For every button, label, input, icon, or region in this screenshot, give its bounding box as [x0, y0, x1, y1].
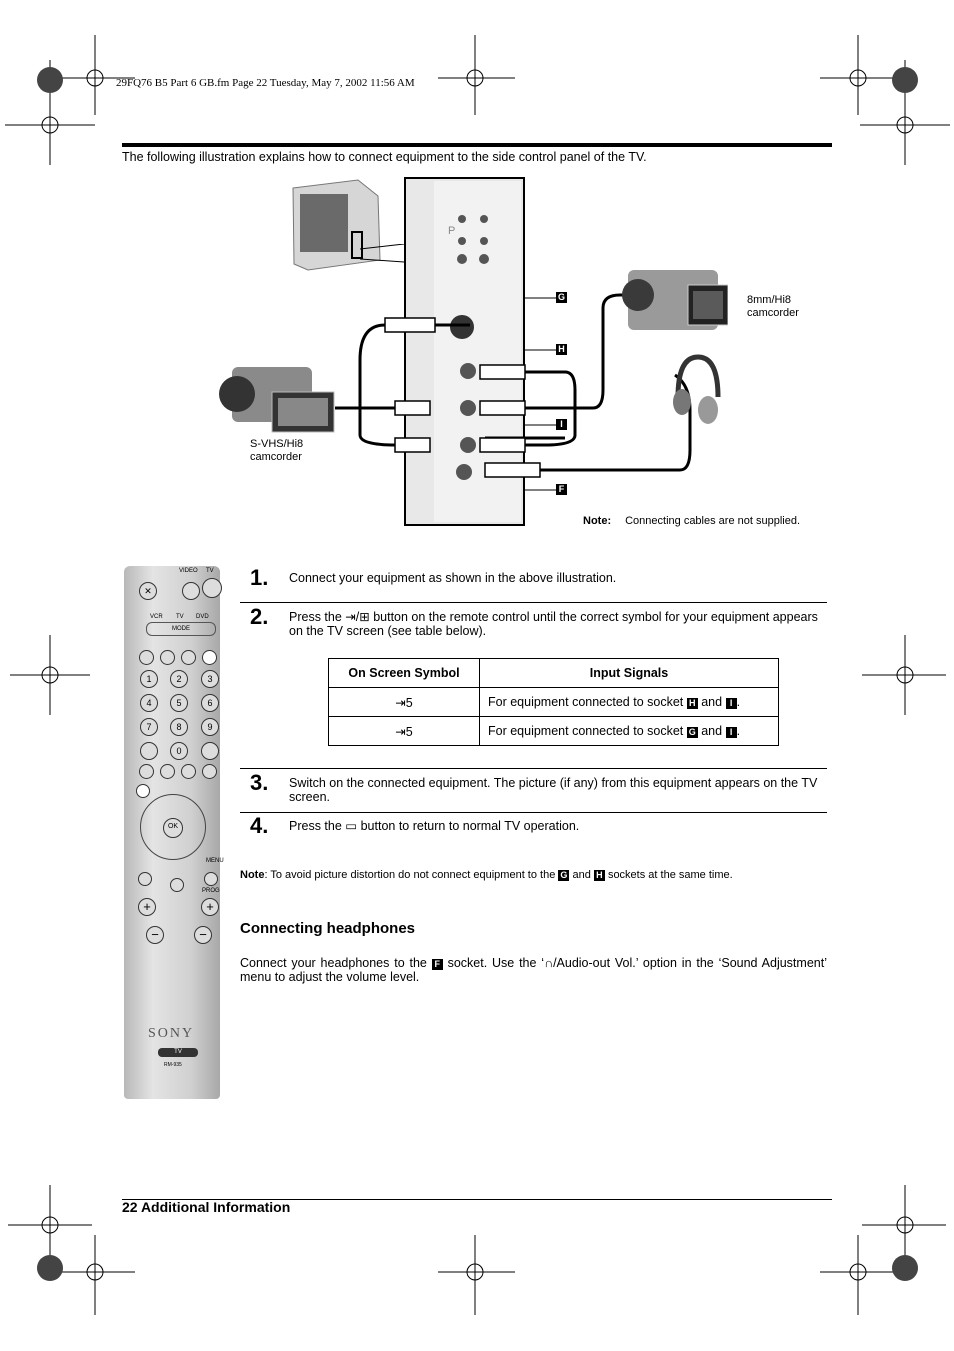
teletext-button[interactable] — [170, 878, 184, 892]
fn-button-8[interactable] — [138, 872, 152, 886]
digit-4-button[interactable]: 4 — [140, 694, 158, 712]
panel-p-label: P — [448, 225, 456, 237]
socket-tag: I — [726, 698, 737, 709]
prog-up-button[interactable]: + — [201, 898, 219, 916]
digit-0-button[interactable]: 0 — [170, 742, 188, 760]
svideo-input-icon: ⇥ — [395, 724, 406, 739]
info-button[interactable] — [140, 742, 158, 760]
remote-tv-mode-label: TV — [176, 614, 184, 620]
tv-power-button[interactable] — [202, 578, 222, 598]
table-row: ⇥5 For equipment connected to socket H and I . — [329, 688, 779, 717]
mode-button[interactable]: MODE — [146, 622, 216, 636]
headphones-illustration — [668, 352, 728, 432]
camcorder-8mm-illustration — [618, 255, 728, 335]
step-1 — [240, 565, 827, 603]
page-footer: 22 Additional Information — [122, 1199, 291, 1215]
volume-up-button[interactable]: + — [138, 898, 156, 916]
table-header-symbol: On Screen Symbol — [329, 659, 480, 688]
headphones-icon: ∩ — [544, 956, 554, 970]
digit-6-button[interactable]: 6 — [201, 694, 219, 712]
fn-button-6[interactable] — [181, 764, 196, 779]
socket-tag: H — [687, 698, 698, 709]
digit-2-button[interactable]: 2 — [170, 670, 188, 688]
digit-9-button[interactable]: 9 — [201, 718, 219, 736]
fn-button-2[interactable] — [160, 650, 175, 665]
fn-button-3[interactable] — [181, 650, 196, 665]
step-3-number: 3. — [250, 770, 269, 795]
remote-dvd-label: DVD — [196, 614, 209, 620]
av-input-icon: ⇥ — [395, 695, 406, 710]
socket-tag-h: H — [556, 344, 567, 355]
socket-leader-lines — [525, 290, 557, 500]
fn-button-1[interactable] — [139, 650, 154, 665]
step-2-rule — [240, 768, 827, 769]
digit-5-button[interactable]: 5 — [170, 694, 188, 712]
socket-tag: F — [432, 959, 443, 970]
table-row: ⇥5 For equipment connected to socket G and I . — [329, 717, 779, 746]
step-4-number: 4. — [250, 813, 269, 838]
remote-video-label: VIDEO — [179, 568, 198, 574]
input-select-icon: ⇥/⊞ — [345, 610, 370, 624]
camcorder-svhs-illustration — [212, 352, 337, 437]
step-4-text: Press the ▭ button to return to normal TV operation. — [289, 819, 580, 833]
step-2-number: 2. — [250, 604, 269, 629]
fn-button-9[interactable] — [204, 872, 218, 886]
step-3 — [240, 770, 827, 814]
remote-control — [124, 566, 224, 1099]
socket-tag: G — [688, 727, 696, 737]
volume-down-button[interactable]: − — [146, 926, 164, 944]
socket-tag: G — [560, 870, 568, 880]
headphones-paragraph: Connect your headphones to the F socket. Use the ‘∩/Audio-out Vol.’ option in the ‘Sound Adjustment’ menu to adjust the volume level. — [240, 956, 827, 984]
prog-down-button[interactable]: − — [194, 926, 212, 944]
step-3-rule — [240, 812, 827, 813]
tv-panel-pointer — [360, 244, 406, 264]
video-power-button[interactable] — [182, 582, 200, 600]
fn-button-5[interactable] — [160, 764, 175, 779]
mute-button[interactable]: ✕ — [139, 582, 157, 600]
remote-menu-label: MENU — [206, 858, 224, 864]
remote-model: RM-935 — [164, 1062, 182, 1068]
step-3-text: Switch on the connected equipment. The picture (if any) from this equipment appears on the TV screen. — [289, 776, 818, 804]
camcorder-svhs-label: S-VHS/Hi8 camcorder — [250, 438, 304, 463]
socket-tag-f: F — [556, 484, 567, 495]
remote-prog-label: PROG — [202, 888, 220, 894]
table-header-signals: Input Signals — [480, 659, 779, 688]
input-signals-table — [328, 658, 779, 746]
digit-7-button[interactable]: 7 — [140, 718, 158, 736]
remote-brand: SONY — [148, 1026, 195, 1041]
intro-text: The following illustration explains how to connect equipment to the side control panel of the TV. — [122, 150, 647, 164]
remote-tv-badge: TV — [158, 1048, 198, 1057]
camcorder-8mm-label: 8mm/Hi8 camcorder — [747, 294, 799, 319]
illustration-note: Note: Connecting cables are not supplied. — [583, 515, 801, 527]
socket-tag-i: I — [556, 419, 567, 430]
step-1-text: Connect your equipment as shown in the above illustration. — [289, 571, 617, 585]
file-header: 29FQ76 B5 Part 6 GB.fm Page 22 Tuesday, May 7, 2002 11:56 AM — [116, 77, 415, 89]
remote-vcr-label: VCR — [150, 614, 163, 620]
socket-tag: I — [726, 727, 737, 738]
ok-button[interactable]: OK — [163, 818, 183, 838]
digit-8-button[interactable]: 8 — [170, 718, 188, 736]
section-title: Connecting headphones — [240, 920, 416, 937]
note-distortion: Note: To avoid picture distortion do not connect equipment to the G and H sockets at the same time. — [240, 869, 733, 881]
remote-tv-label: TV — [206, 568, 214, 574]
digit-1-button[interactable]: 1 — [140, 670, 158, 688]
tv-return-button[interactable] — [136, 784, 150, 798]
digit-3-button[interactable]: 3 — [201, 670, 219, 688]
top-rule — [122, 143, 832, 147]
step-2-text: Press the ⇥/⊞ button on the remote control until the correct symbol for your equipment appears on the TV screen (see table below). — [289, 610, 818, 638]
socket-tag: H — [594, 870, 605, 881]
step-1-rule — [240, 602, 827, 603]
input-select-button[interactable] — [202, 650, 217, 665]
step-4 — [240, 813, 827, 849]
socket-tag-g: G — [557, 292, 565, 302]
tv-return-icon: ▭ — [345, 819, 358, 833]
fn-button-4[interactable] — [139, 764, 154, 779]
jump-button[interactable] — [201, 742, 219, 760]
step-1-number: 1. — [250, 565, 269, 590]
fn-button-7[interactable] — [202, 764, 217, 779]
